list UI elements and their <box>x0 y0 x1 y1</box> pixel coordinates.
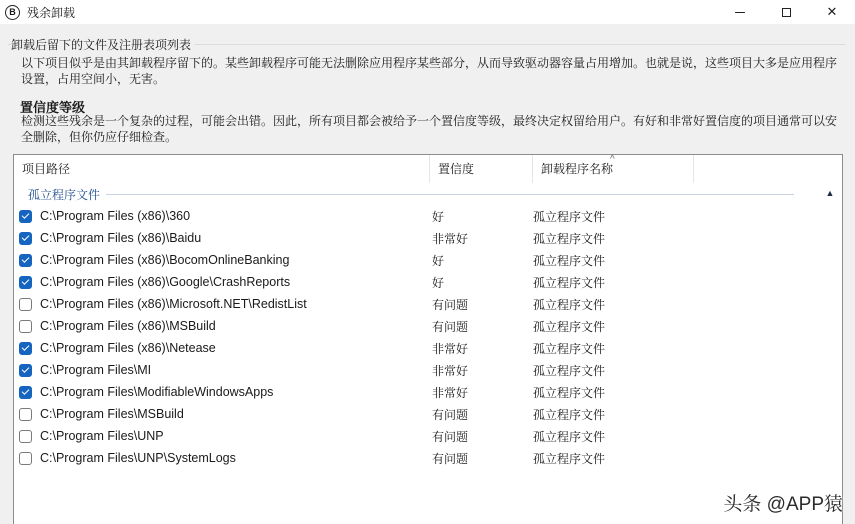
table-row[interactable] <box>14 381 842 403</box>
row-path: C:\Program Files\UNP\SystemLogs <box>40 451 236 465</box>
row-uninstaller: 孤立程序文件 <box>533 363 606 378</box>
group-box-title: 卸载后留下的文件及注册表项列表 <box>11 36 194 53</box>
table-row[interactable] <box>14 315 842 337</box>
maximize-button[interactable] <box>763 0 809 24</box>
row-uninstaller: 孤立程序文件 <box>533 341 606 356</box>
row-path: C:\Program Files (x86)\360 <box>40 209 191 223</box>
row-path: C:\Program Files\ModifiableWindowsApps <box>40 385 274 399</box>
column-label: 卸载程序名称 <box>541 162 614 176</box>
watermark: 头条 @APP猿 <box>723 494 843 515</box>
row-confidence: 有问题 <box>432 429 469 444</box>
table-row[interactable] <box>14 293 842 315</box>
row-path: C:\Program Files (x86)\Google\CrashReports <box>40 275 291 289</box>
close-icon: ✕ <box>826 4 838 19</box>
title-bar <box>0 0 855 24</box>
table-row[interactable] <box>14 271 842 293</box>
row-path: C:\Program Files (x86)\Baidu <box>40 231 202 245</box>
minimize-icon <box>735 12 745 13</box>
table-row[interactable] <box>14 403 842 425</box>
column-label: 置信度 <box>438 162 475 176</box>
row-checkbox[interactable] <box>19 408 32 421</box>
row-uninstaller: 孤立程序文件 <box>533 451 606 466</box>
row-checkbox[interactable] <box>19 452 32 465</box>
maximize-icon <box>782 8 791 17</box>
row-confidence: 有问题 <box>432 451 469 466</box>
list-rows <box>14 205 842 469</box>
column-label: 项目路径 <box>22 162 71 176</box>
row-confidence: 非常好 <box>432 231 469 246</box>
row-confidence: 非常好 <box>432 341 469 356</box>
row-confidence: 有问题 <box>432 319 469 334</box>
main-panel <box>0 24 855 524</box>
window-controls <box>717 0 855 24</box>
row-checkbox[interactable] <box>19 254 32 267</box>
column-header-confidence[interactable] <box>430 155 533 183</box>
row-confidence: 好 <box>432 253 445 268</box>
row-uninstaller: 孤立程序文件 <box>533 407 606 422</box>
app-logo-icon: B <box>5 5 20 20</box>
table-row[interactable] <box>14 337 842 359</box>
list-header <box>14 155 842 183</box>
collapse-group-icon[interactable]: ▲ <box>825 188 835 198</box>
confidence-heading: 置信度等级 <box>20 100 86 115</box>
row-checkbox[interactable] <box>19 386 32 399</box>
row-confidence: 好 <box>432 209 445 224</box>
table-row[interactable] <box>14 447 842 469</box>
row-path: C:\Program Files\UNP <box>40 429 164 443</box>
row-checkbox[interactable] <box>19 430 32 443</box>
table-row[interactable] <box>14 227 842 249</box>
row-path: C:\Program Files (x86)\Netease <box>40 341 216 355</box>
column-header-uninstaller[interactable] <box>533 155 694 183</box>
row-uninstaller: 孤立程序文件 <box>533 297 606 312</box>
row-uninstaller: 孤立程序文件 <box>533 429 606 444</box>
table-row[interactable] <box>14 425 842 447</box>
row-path: C:\Program Files (x86)\MSBuild <box>40 319 216 333</box>
row-checkbox[interactable] <box>19 364 32 377</box>
row-path: C:\Program Files\MSBuild <box>40 407 184 421</box>
column-header-path[interactable] <box>14 155 430 183</box>
row-path: C:\Program Files (x86)\BocomOnlineBanking <box>40 253 290 267</box>
leftovers-list[interactable] <box>13 154 843 524</box>
row-checkbox[interactable] <box>19 232 32 245</box>
row-path: C:\Program Files (x86)\Microsoft.NET\RedistList <box>40 297 307 311</box>
group-divider <box>106 194 794 195</box>
row-confidence: 非常好 <box>432 385 469 400</box>
row-checkbox[interactable] <box>19 342 32 355</box>
window-title: 残余卸载 <box>27 5 76 20</box>
minimize-button[interactable] <box>717 0 763 24</box>
table-row[interactable] <box>14 205 842 227</box>
row-uninstaller: 孤立程序文件 <box>533 209 606 224</box>
row-uninstaller: 孤立程序文件 <box>533 231 606 246</box>
sort-ascending-icon: ^ <box>610 154 615 165</box>
row-checkbox[interactable] <box>19 210 32 223</box>
row-confidence: 非常好 <box>432 363 469 378</box>
row-uninstaller: 孤立程序文件 <box>533 319 606 334</box>
row-uninstaller: 孤立程序文件 <box>533 385 606 400</box>
group-header[interactable] <box>14 183 842 205</box>
table-row[interactable] <box>14 249 842 271</box>
row-checkbox[interactable] <box>19 298 32 311</box>
row-uninstaller: 孤立程序文件 <box>533 275 606 290</box>
row-path: C:\Program Files\MI <box>40 363 152 377</box>
confidence-description: 检测这些残余是一个复杂的过程，可能会出错。因此，所有项目都会被给予一个置信度等级，最终决定权留给用户。有好和非常好置信度的项目通常可以安全删除，但你仍应仔细检查。 <box>21 114 838 144</box>
table-row[interactable] <box>14 359 842 381</box>
group-label: 孤立程序文件 <box>28 187 101 202</box>
description-text: 以下项目似乎是由其卸载程序留下的。某些卸载程序可能无法删除应用程序某些部分，从而导致驱动器容量占用增加。也就是说，这些项目大多是应用程序设置，占用空间小，无害。 <box>21 56 838 86</box>
row-confidence: 有问题 <box>432 407 469 422</box>
row-confidence: 有问题 <box>432 297 469 312</box>
row-uninstaller: 孤立程序文件 <box>533 253 606 268</box>
row-checkbox[interactable] <box>19 320 32 333</box>
row-checkbox[interactable] <box>19 276 32 289</box>
row-confidence: 好 <box>432 275 445 290</box>
close-button[interactable] <box>809 0 855 24</box>
